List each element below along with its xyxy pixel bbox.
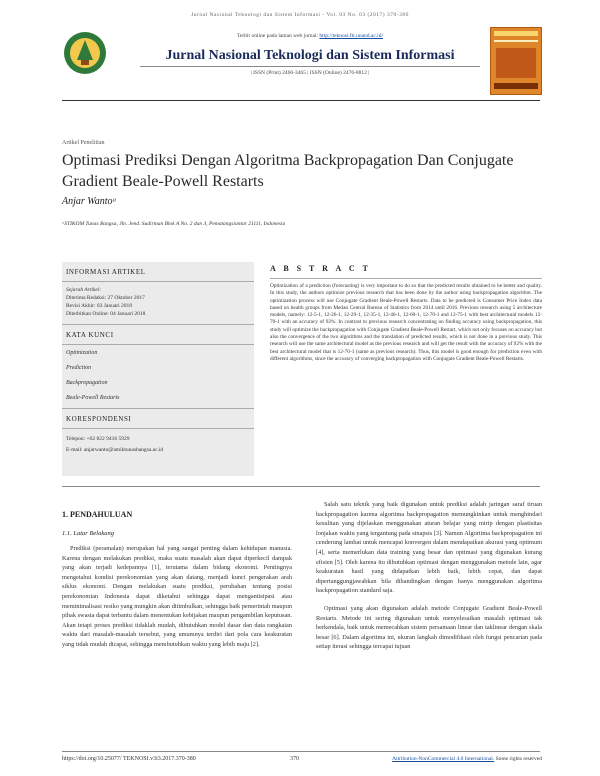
- keyword-item: Beale-Powell Restarts: [66, 395, 120, 401]
- header-divider: [140, 66, 480, 67]
- history-revised: Revisi Akhir: 03 Januari 2018: [66, 303, 132, 309]
- license-link[interactable]: Attribution-NonCommercial 4.0 International.: [392, 756, 495, 762]
- keywords-heading: KATA KUNCI: [66, 331, 114, 339]
- history-published: Diterbitkan Online: 04 Januari 2018: [66, 311, 146, 317]
- paper-title: Optimasi Prediksi Dengan Algoritma Backpropagation Dan Conjugate Gradient Beale-Powell Restarts: [62, 152, 514, 190]
- body-left-column: [62, 544, 292, 650]
- keyword-item: Optimization: [66, 350, 98, 356]
- correspondence-phone: Telepon: +62 822 9416 5929: [66, 436, 130, 442]
- license-note: [340, 756, 542, 762]
- issn-line: | ISSN (Print) 2460-3465 | ISSN (Online) 2476-8812 |: [250, 70, 370, 76]
- journal-website-link[interactable]: http://teknosi.fti.unand.ac.id/: [319, 33, 383, 39]
- article-info-box: [62, 262, 254, 476]
- section-heading: 1. PENDAHULUAN: [62, 510, 133, 519]
- author-affiliation: ᵃSTIKOM Tunas Bangsa, Jln. Jend. Sudirman Blok A No. 2 dan 3, Pematangsiantar 21111, Indonesia: [62, 221, 286, 227]
- university-logo-icon: [62, 30, 108, 76]
- body-right-column: [316, 500, 542, 660]
- keyword-item: Backpropagation: [66, 380, 108, 386]
- keyword-item: Prediction: [66, 365, 92, 371]
- paragraph: Prediksi (peramalan) merupakan hal yang sangat penting dalam kehidupan manusia. Karena dengan melakukan prediksi, maka suatu masalah akan dapat diperkecil dampak yang akan terjadi kedepannya [1], terutama dalam bidang ekonomi. Pentingnya mengetahui kondisi perekonomian yang akan datang, menjadi kunci pengerakan arah siklus ekonomi. Dengan melakukan suatu prediksi, perubahan tentang posisi perekonomian Indonesia dapat diketahui sehingga dapat mengantisipasi atau meminimalisasi resiko yang mungkin akan ditimbulkan, sehingga baik pemerintah maupun pihak swasta dapat terbantu dalam menentukan kebijakan maupun pengambilan keputusan. Akan tetapi proses prediksi tidaklah mudah, dibutuhkan model dasar dan data rangkaian waktu dari masalah-masalah tersebut, yang umumnya terdiri dari pola cara keakuratan yang tidak mudah dicapai, sehingga membutuhkan waktu yang lebih maju [2].: [62, 545, 292, 648]
- abstract-text: Optimization of a prediction (forecasting) is very important to do so that the predicted results obtained to be better and quality. In this study, the authors optimize previous research that has been done by the author using backpropagation algorithm. The optimization process will use Conjugate Gradient Beale-Powell Restarts. Data to be predicted is Consumer Price Index data based on health groups from Medan Central Bureau of Statistics from 2014 until 2016. Previous research using 5 architecture models, namely: 12-5-1, 12-26-1, 12-29-1, 12-35-1, 12-40-1, 12-60-1, 12-70-1 and 12-75-1 with best architectural models 12-70-1 with an accuracy of 92%. In contrast to previous research concentrating on finding accuracy using backpropagation, this study will optimize the backpropagation with Conjugate Gradient Beale-Powell Restart, which not only focuses on accuracy but also the convergence of the two algorithms and the translation of predicted results, which is not done in a previous study. This research will use the same architectural model as the previous research and will get the result with the accuracy of 92% with the best architectural model that is 12-70-1 (same as previous research). Thus, this model is good enough for prediction even with different algorithms, since the accuracy of converging backpropagation with Conjugate Gradient Beale-Powell Restarts.: [270, 283, 542, 362]
- front-matter-rule: [62, 486, 540, 487]
- author-name: Anjar Wantoᵃ: [62, 196, 117, 207]
- article-info-heading: INFORMASI ARTIKEL: [66, 268, 146, 276]
- paragraph: Salah satu teknik yang baik digunakan untuk prediksi adalah jaringan saraf tiruan backpropagation karena algoritma backpropagation memungkinkan untuk menghindari kesulitan yang dijelaskan menggunakan aturan belajar yang mirip dengan plastisitas lonjakan waktu yang tergantung pada sinapsis [3]. Namun Algoritma backpropagation ini cenderung lambat untuk mencapai konvergen dalam mendapatkan akurasi yang optimum [4], serta memerlukan data training yang besar dan optimasi yang digunakan kurang efisien [5]. Oleh karena itu dibutuhkan optimasi dengan menggunakan metode lain, agar keakuratan hasil yang didapatkan lebih baik, lebih cepat, dan dapat dipertanggungjawabkan bila dibandingkan dengan hanya menggunakan algoritma backpropagation standard saja.: [316, 501, 542, 595]
- correspondence-email: E-mail: anjarwanto@amiktunasbangsa.ac.id: [66, 447, 164, 453]
- abstract-heading: A B S T R A C T: [270, 264, 371, 273]
- doi-link[interactable]: https://doi.org/10.25077/ TEKNOSI.v3i3.2017.370-380: [62, 756, 196, 762]
- header-bottom-rule: [62, 100, 540, 101]
- journal-name: Jurnal Nasional Teknologi dan Sistem Informasi: [165, 48, 455, 63]
- license-suffix: Some rights reserved: [494, 756, 542, 762]
- subsection-heading: 1.1. Latar Belakang: [62, 530, 114, 537]
- running-header: Jurnal Nasional Teknologi dan Sistem Informasi - Vol. 03 No. 03 (2017) 370-380: [191, 12, 409, 18]
- footer-rule: [62, 751, 540, 752]
- journal-cover-thumbnail: [490, 27, 542, 95]
- history-label: Sejarah Artikel:: [66, 287, 102, 293]
- correspondence-heading: KORESPONDENSI: [66, 415, 132, 423]
- article-type: Artikel Penelitian: [62, 140, 105, 146]
- abstract-rule: [270, 278, 542, 279]
- history-received: Diterima Redaksi: 27 Oktober 2017: [66, 295, 145, 301]
- journal-availability: [140, 33, 480, 39]
- availability-label: Terbit online pada laman web jurnal:: [237, 33, 319, 39]
- page-number: 370: [290, 756, 299, 762]
- paragraph: Optimasi yang akan digunakan adalah metode Conjugate Gradient Beale-Powell Restarts. Metode ini sering digunakan untuk menyelesaikan masalah optimasi tak berkendala, baik untuk memecahkan sistem persamaan linear dan taklinear dengan skala besar [6]. Dalam algoritma ini, ukuran langkah dimodifikasi oleh fungsi pencarian pada setiap iterasi sehingga tercapai tujuan: [316, 604, 542, 651]
